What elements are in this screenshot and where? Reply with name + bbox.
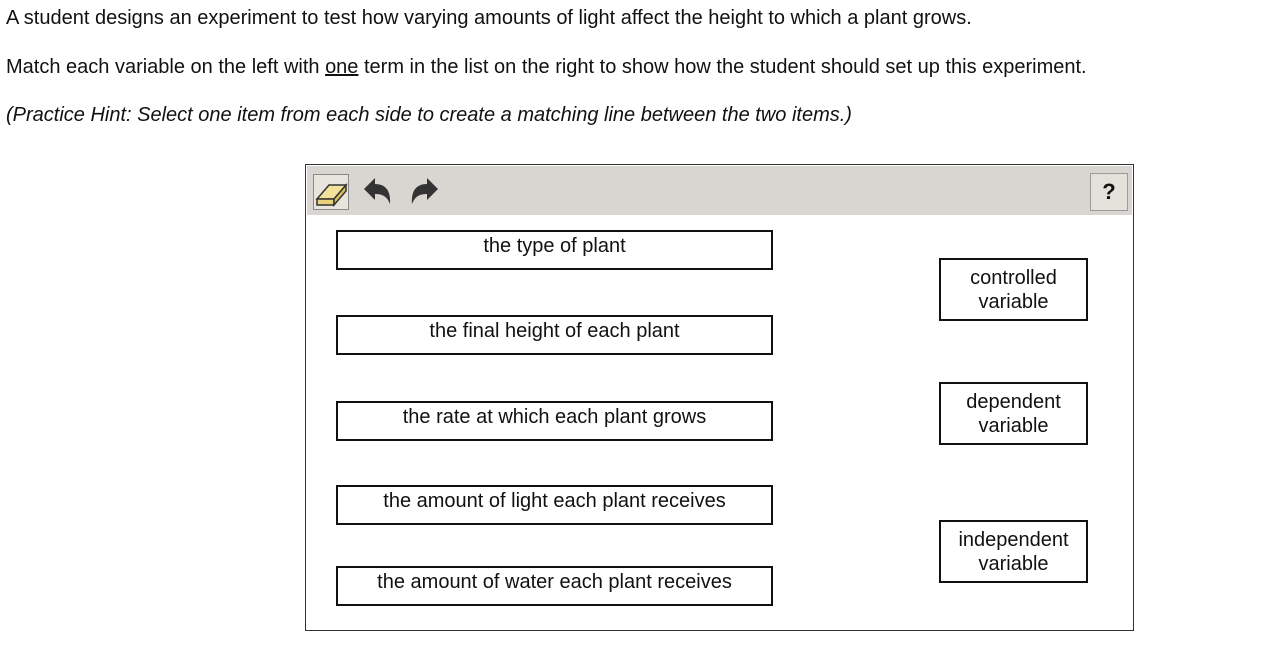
right-item-label	[970, 266, 1057, 314]
redo-icon	[407, 175, 441, 209]
matching-widget	[305, 164, 1134, 631]
question-text: A student designs an experiment to test how varying amounts of light affect the height to which a plant grows.	[6, 7, 972, 29]
right-item-label-line2: variable	[978, 414, 1049, 437]
help-button[interactable]: ?	[1090, 173, 1128, 211]
left-item-amount-of-light[interactable]: the amount of light each plant receives	[336, 485, 773, 525]
right-item-label-line1: controlled	[970, 266, 1057, 289]
left-item-growth-rate[interactable]: the rate at which each plant grows	[336, 401, 773, 441]
right-item-label	[958, 528, 1068, 576]
right-item-label-line1: independent	[958, 528, 1069, 551]
right-item-controlled-variable[interactable]	[939, 258, 1088, 321]
left-item-type-of-plant[interactable]: the type of plant	[336, 230, 773, 270]
left-item-final-height[interactable]: the final height of each plant	[336, 315, 773, 355]
right-item-label-line2: variable	[978, 290, 1049, 313]
instruction-text-start: Match each variable on the left with	[6, 56, 326, 78]
toolbar	[307, 166, 1132, 215]
practice-hint: (Practice Hint: Select one item from each side to create a matching line between the two items.)	[6, 104, 852, 126]
right-item-dependent-variable[interactable]	[939, 382, 1088, 445]
right-item-label-line2: variable	[978, 552, 1049, 575]
instruction-text-emphasis: one	[325, 56, 359, 78]
instruction-text	[6, 55, 1087, 79]
instruction-text-end: term in the list on the right to show how the student should set up this experiment.	[358, 56, 1087, 78]
right-item-independent-variable[interactable]	[939, 520, 1088, 583]
eraser-button[interactable]	[313, 174, 349, 210]
right-item-label-line1: dependent	[966, 390, 1061, 413]
redo-button[interactable]	[406, 174, 442, 210]
undo-icon	[361, 175, 395, 209]
undo-button[interactable]	[360, 174, 396, 210]
left-item-amount-of-water[interactable]: the amount of water each plant receives	[336, 566, 773, 606]
right-item-label	[966, 390, 1061, 438]
eraser-icon	[314, 177, 348, 207]
